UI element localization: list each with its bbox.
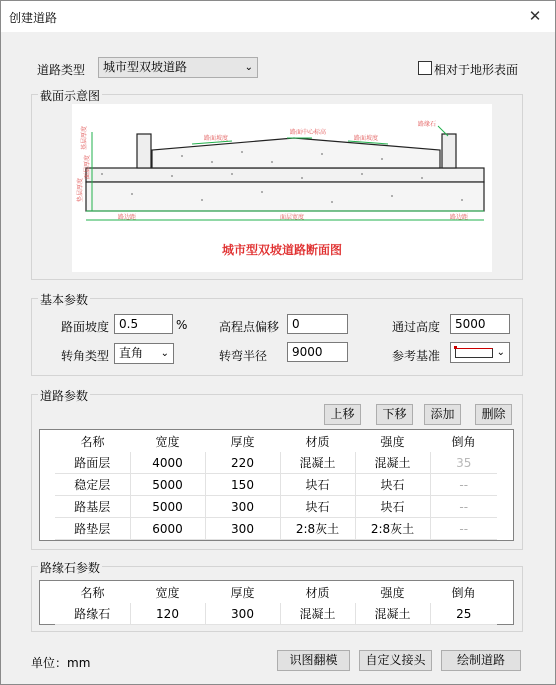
label-edge-right: 路边距 [450, 214, 469, 221]
curb-table[interactable] [39, 580, 514, 625]
label-center-elevation: 路面中心标高 [290, 129, 327, 136]
table-row[interactable]: 路基层 5000 300 块石 块石 -- [55, 496, 497, 518]
red-dot-icon [454, 346, 457, 349]
col-name: 名称 [80, 435, 105, 449]
col-material: 材质 [305, 435, 330, 449]
relative-terrain-checkbox[interactable] [418, 61, 432, 75]
col-chamfer: 倒角 [451, 435, 476, 449]
clearance-input[interactable]: 5000 [450, 314, 510, 334]
basic-params-group [31, 298, 523, 376]
road-type-label: 道路类型 [37, 63, 86, 77]
elev-offset-input[interactable]: 0 [287, 314, 348, 334]
label-slope-left: 路面坡度 [204, 135, 229, 142]
slope-input[interactable]: 0.5 [114, 314, 173, 334]
elev-offset-label: 高程点偏移 [219, 320, 280, 334]
turn-radius-label: 转弯半径 [219, 349, 268, 363]
curb-params-label: 路缘石参数 [40, 561, 101, 575]
line-style-icon [455, 348, 493, 358]
label-cushion-thickness: 垫层厚度 [77, 177, 84, 202]
unit-label: 单位：mm [31, 656, 91, 670]
close-icon[interactable]: ✕ [528, 7, 542, 25]
clearance-label: 通过高度 [392, 320, 441, 334]
corner-type-label: 转角类型 [61, 349, 110, 363]
move-up-button[interactable]: 上移 [324, 404, 361, 425]
slope-unit: % [176, 318, 188, 332]
chevron-down-icon: ⌄ [244, 62, 253, 73]
move-down-button[interactable]: 下移 [376, 404, 413, 425]
label-base-thickness: 基层厚度 [81, 125, 88, 150]
ref-base-label: 参考基准 [392, 349, 441, 363]
table-row[interactable]: 稳定层 5000 150 块石 块石 -- [55, 474, 497, 496]
table-row[interactable]: 路垫层 6000 300 2:8灰土 2:8灰土 -- [55, 518, 497, 540]
col-strength: 强度 [380, 435, 405, 449]
table-row[interactable]: 路缘石 120 300 混凝土 混凝土 25 [55, 603, 497, 625]
road-section-diagram [72, 104, 492, 272]
label-slope-right: 路面坡度 [354, 135, 379, 142]
col-width: 宽度 [155, 435, 180, 449]
section-drawing [72, 104, 492, 272]
relative-terrain-label: 相对于地形表面 [434, 63, 519, 77]
label-surface-thickness: 面层厚度 [84, 154, 91, 179]
add-button[interactable]: 添加 [424, 404, 461, 425]
basic-params-label: 基本参数 [40, 293, 89, 307]
col-thickness: 厚度 [230, 435, 255, 449]
diagram-group-label: 截面示意图 [40, 89, 101, 103]
label-edge-left: 路边距 [118, 214, 137, 221]
road-params-label: 道路参数 [40, 389, 89, 403]
identify-model-button[interactable]: 识图翻模 [277, 650, 350, 671]
road-type-value: 城市型双坡道路 [103, 60, 188, 74]
diagram-caption: 城市型双坡道路断面图 [221, 243, 343, 257]
road-layers-table[interactable] [39, 429, 514, 541]
table-header: 名称 宽度 厚度 材质 强度 倒角 [80, 586, 476, 600]
draw-road-button[interactable]: 绘制道路 [441, 650, 521, 671]
corner-type-value: 直角 [119, 346, 144, 360]
chevron-down-icon: ⌄ [160, 348, 169, 359]
slope-label: 路面坡度 [61, 320, 110, 334]
title-bar [1, 1, 555, 32]
label-surface-width: 面层宽度 [280, 214, 305, 221]
table-row[interactable]: 路面层 4000 220 混凝土 混凝土 35 [55, 452, 497, 474]
window-title: 创建道路 [9, 11, 58, 25]
label-curb: 路缘石 [418, 121, 437, 128]
table-header [55, 431, 497, 452]
corner-type-select[interactable] [114, 343, 174, 364]
road-type-select[interactable] [98, 57, 258, 78]
custom-joint-button[interactable]: 自定义接头 [359, 650, 432, 671]
chevron-down-icon: ⌄ [496, 347, 505, 358]
turn-radius-input[interactable]: 9000 [287, 342, 348, 362]
delete-button[interactable]: 删除 [475, 404, 512, 425]
ref-base-select[interactable] [450, 342, 510, 363]
